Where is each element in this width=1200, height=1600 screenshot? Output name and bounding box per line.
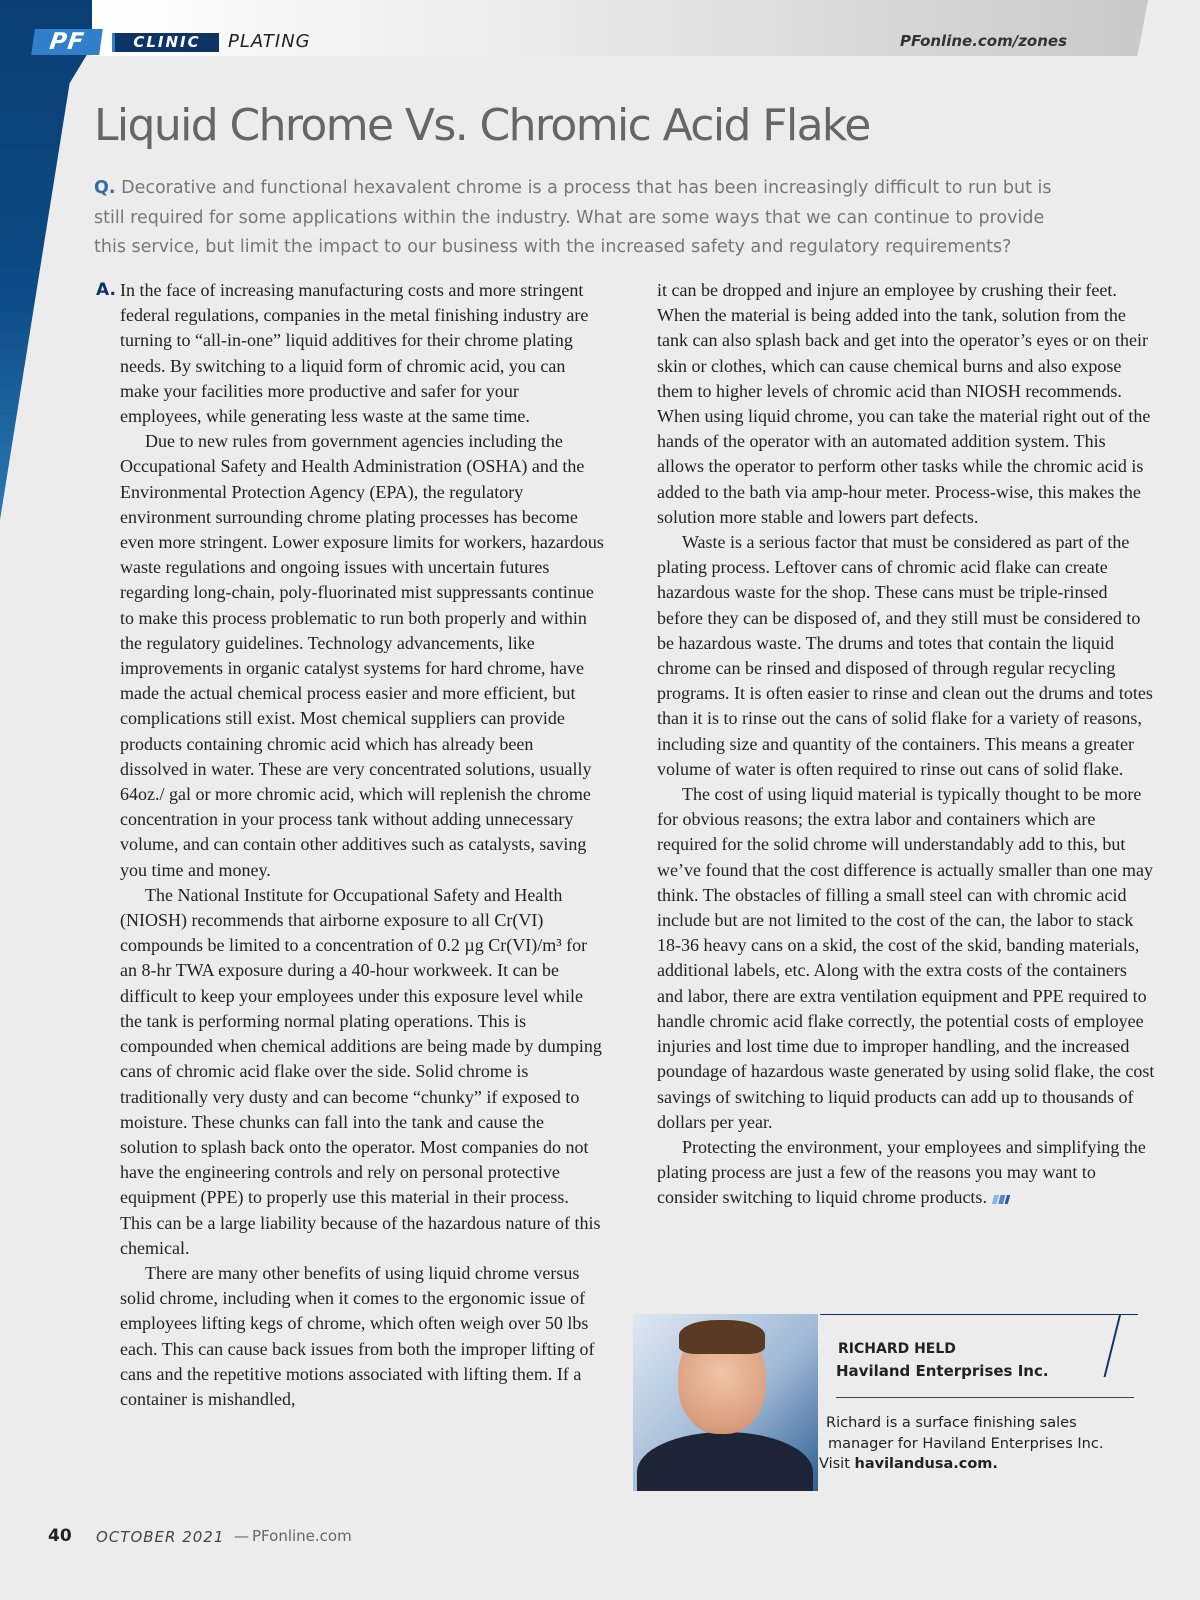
author-bio-line: manager for Haviland Enterprises Inc. xyxy=(828,1435,1104,1452)
clinic-tag: CLINIC xyxy=(112,33,219,52)
author-photo-hair xyxy=(679,1320,765,1354)
issue-date: OCTOBER 2021 xyxy=(96,1528,225,1546)
footer-site[interactable]: PFonline.com xyxy=(252,1527,352,1545)
header-url[interactable]: PFonline.com/zones xyxy=(900,32,1068,50)
paragraph: it can be dropped and injure an employee by crushing their feet. When the material is being added into the tank, solution from the tank can also splash back and get into the operator’s eyes or on their skin or clothes, which can cause chemical burns and also expose them to higher levels of chromic acid than NIOSH recommends. When using liquid chrome, you can take the material right out of the hands of the operator with an automated addition system. This allows the operator to perform other tasks while the chromic acid is added to the bath via amp-hour meter. Process-wise, this makes the solution more stable and lowers part defects. xyxy=(657,280,1151,527)
paragraph: Due to new rules from government agencies including the Occupational Safety and Health Administration (OSHA) and the Environmental Protection Agency (EPA), the regulatory environment surrounding chrome plating processes has become even more stringent. Lower exposure limits for workers, hazardous waste regulations and ongoing issues with uncertain futures regarding long-chain, poly-fluorinated mist suppressants continue to make this process problematic to run both properly and within the regulatory guidelines. Technology advancements, like improvements in organic catalyst systems for hard chrome, have made the actual chemical process easier and more efficient, but complications still exist. Most chemical suppliers can provide products containing chromic acid which has already been dissolved in water. These are very concentrated solutions, usually 64oz./ gal or more chromic acid, which will replenish the chrome concentration in your process tank without adding unnecessary volume, and can contain other additives such as catalysts, saving you time and money. xyxy=(120,431,604,880)
section-name: PLATING xyxy=(228,31,311,52)
author-photo-shoulders xyxy=(637,1432,813,1491)
pf-logo: PF xyxy=(31,29,103,55)
author-bio-line: Richard is a surface finishing sales xyxy=(826,1415,1077,1431)
author-box xyxy=(820,1314,1138,1492)
paragraph: In the face of increasing manufacturing costs and more stringent federal regulations, companies in the metal finishing industry are turning to “all-in-one” liquid additives for their chrome plating needs. By switching to a liquid form of chromic acid, you can make your facilities more productive and safer for your employees, while generating less waste at the same time. xyxy=(120,280,589,427)
paragraph: The cost of using liquid material is typically thought to be more for obvious reasons; the extra labor and containers which are required for the solid chrome will understandably add to this, but we’ve found that the cost difference is actually smaller than one may think. The obstacles of filling a small steel can with chromic acid include but are not limited to the cost of the can, the labor to stack 18-36 heavy cans on a skid, the cost of the skid, banding materials, additional labels, etc. Along with the extra costs of the containers and labor, there are extra ventilation equipment and PPE required to handle chromic acid flake correctly, the potential costs of employee injuries and lost time due to improper handling, and the increased poundage of hazardous waste generated by using solid flake, the cost savings of switching to liquid products can add up to thousands of dollars per year. xyxy=(657,784,1155,1132)
article-title: Liquid Chrome Vs. Chromic Acid Flake xyxy=(94,100,870,151)
divider xyxy=(836,1397,1134,1398)
author-bio-visit-line xyxy=(819,1454,1138,1475)
paragraph: There are many other benefits of using liquid chrome versus solid chrome, including when it comes to the ergonomic issue of employees lifting kegs of chrome, which often weigh over 50 lbs each. This can cause back issues from both the improper lifting of cans and the repetitive motions associated with lifting them. If a container is mishandled, xyxy=(120,1262,595,1409)
question xyxy=(94,174,1074,263)
author-name: RICHARD HELD xyxy=(838,1341,956,1357)
paragraph: The National Institute for Occupational Safety and Health (NIOSH) recommends that airborne exposure to all Cr(VI) compounds be limited to a concentration of 0.2 µg Cr(VI)/m³ for an 8-hr TWA exposure during a 40-hour workweek. It can be difficult to keep your employees under this exposure level while the tank is performing normal plating operations. This is compounded when chemical additions are being made by dumping cans of chromic acid flake over the side. Solid chrome is traditionally very dusty and can become “chunky” if exposed to moisture. These chunks can fall into the tank and cause the solution to splash back onto the operator. Most companies do not have the engineering controls and rely on personal protective equipment (PPE) to properly use this material in their process. This can be a large liability because of the hazardous nature of this chemical. xyxy=(120,884,602,1258)
author-bio-visit: Visit xyxy=(819,1456,850,1473)
paragraph-final-text: Protecting the environment, your employees and simplifying the plating process are just a few of the reasons you may want to consider switching to liquid chrome products. xyxy=(657,1136,1146,1208)
paragraph: Waste is a serious factor that must be considered as part of the plating process. Leftover cans of chromic acid flake can create hazardous waste for the shop. These cans must be triple-rinsed before they can be disposed of, and they still must be considered to be hazardous waste. The drums and totes that contain the liquid chrome can be rinsed and disposed of through regular recycling programs. It is often easier to rinse and clean out the drums and totes than it is to rinse out the cans of solid flake for a variety of reasons, including size and quantity of the containers. This means a greater volume of water is often required to rinse out cans of solid flake. xyxy=(657,532,1153,779)
page-number: 40 xyxy=(48,1526,72,1546)
footer-separator: — xyxy=(234,1527,249,1545)
author-company: Haviland Enterprises Inc. xyxy=(836,1362,1049,1380)
question-text: Decorative and functional hexavalent chrome is a process that has been increasingly difficult to run but is still required for some applications within the industry. What are some ways that we can continue to provide this service, but limit the impact to our business with the increased safety and regulatory requirements? xyxy=(94,178,1052,257)
answer-label: A. xyxy=(96,280,116,300)
paragraph-final xyxy=(657,1135,1157,1211)
left-column xyxy=(96,278,604,1412)
right-column xyxy=(657,278,1157,1211)
question-label: Q. xyxy=(94,178,116,198)
author-website-link[interactable]: havilandusa.com. xyxy=(854,1456,998,1473)
author-bio xyxy=(819,1413,1138,1475)
end-of-article-icon xyxy=(992,1195,1010,1204)
author-photo xyxy=(633,1314,818,1491)
